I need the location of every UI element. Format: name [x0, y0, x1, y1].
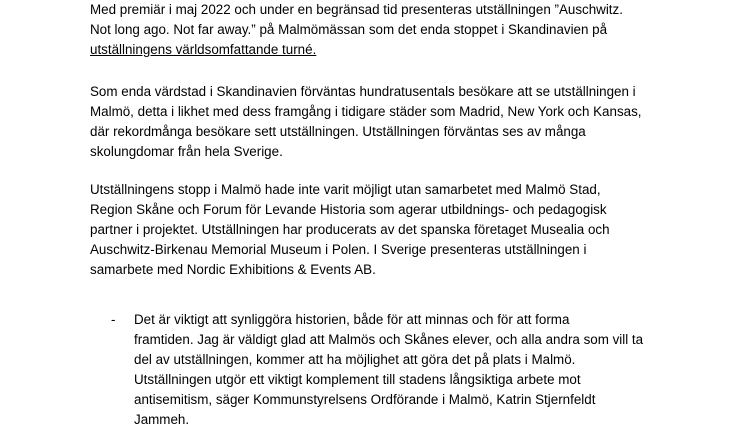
text-line: Not long ago. Not far away.” på Malmömässan som det enda stoppet i Skandinavien på [90, 22, 608, 37]
text-line: Som enda värdstad i Skandinavien förväntas hundratusentals besökare att se utställningen i [90, 84, 636, 99]
text-line: Utställningen utgör ett viktigt komplement till stadens långsiktiga arbete mot [134, 372, 581, 387]
text-line: Med premiär i maj 2022 och under en begränsad tid presenteras utställningen ”Auschwitz. [90, 2, 623, 17]
text-line: Region Skåne och Forum för Levande Historia som agerar utbildnings- och pedagogisk [90, 202, 607, 217]
text-line: där rekordmånga besökare sett utställningen. Utställningen förväntas ses av många [90, 124, 586, 139]
text-line: framtiden. Jag är väldigt glad att Malmös och Skånes elever, och alla andra som vill ta [134, 332, 644, 347]
tour-link[interactable]: utställningens världsomfattande turné. [90, 42, 317, 57]
text-line: Jammeh. [134, 412, 190, 427]
text-line: Malmö, detta i likhet med dess framgång i tidigare städer som Madrid, New York och Kansas, [90, 104, 642, 119]
text-line: partner i projektet. Utställningen har producerats av det spanska företaget Musealia och [90, 222, 610, 237]
text-line: Utställningens stopp i Malmö hade inte varit möjligt utan samarbetet med Malmö Stad, [90, 182, 601, 197]
paragraph-intro [90, 0, 650, 60]
text-line: samarbete med Nordic Exhibitions & Events AB. [90, 262, 376, 277]
text-line: Auschwitz-Birkenau Memorial Museum i Polen. I Sverige presenteras utställningen i [90, 242, 587, 257]
text-line: Det är viktigt att synliggöra historien, både för att minnas och för att forma [134, 312, 570, 327]
bullet-dash: - [111, 312, 116, 327]
text-line: skolungdomar från hela Sverige. [90, 144, 283, 159]
paragraph-partners [90, 180, 650, 280]
paragraph-visitors [90, 82, 650, 162]
quote-bullet-item [134, 310, 694, 430]
text-line: antisemitism, säger Kommunstyrelsens Ordförande i Malmö, Katrin Stjernfeldt [134, 392, 596, 407]
text-line: del av utställningen, kommer att ha möjlighet att göra det på plats i Malmö. [134, 352, 576, 367]
